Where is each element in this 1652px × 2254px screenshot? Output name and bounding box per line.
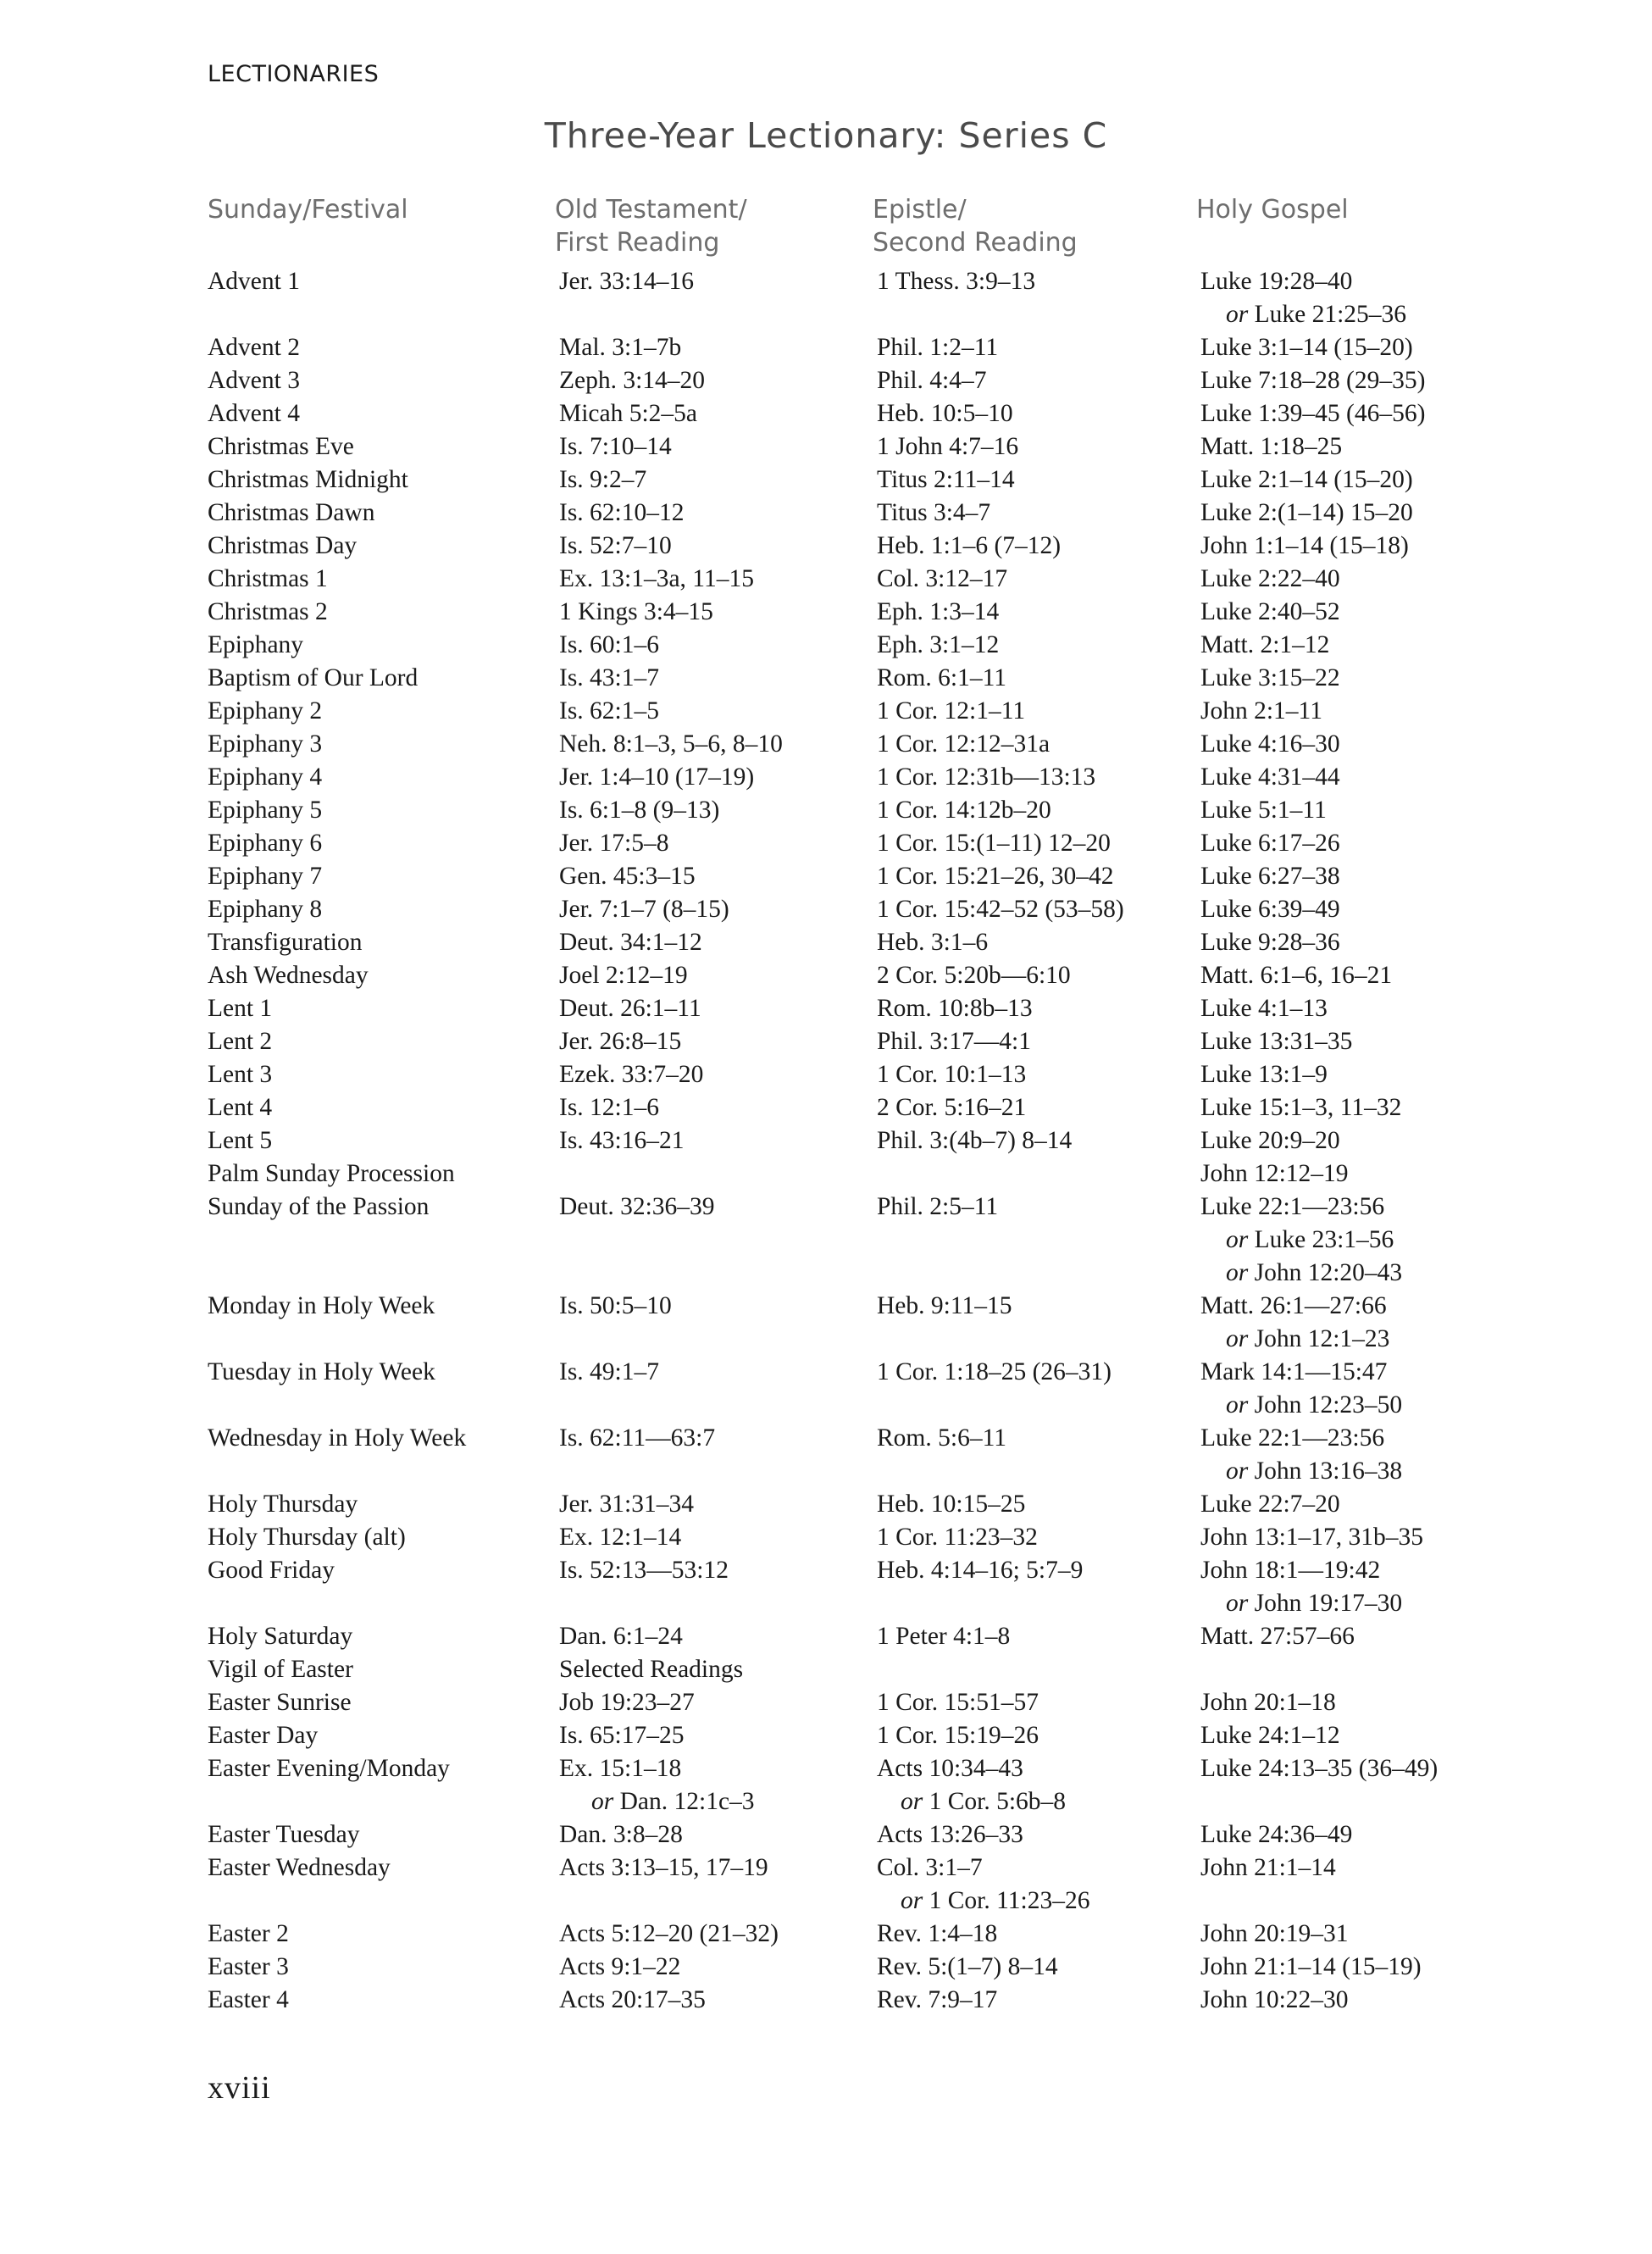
- epistle-cell: Phil. 3:17—4:1: [877, 1028, 1031, 1055]
- gospel-cell: Luke 24:1–12: [1200, 1722, 1340, 1749]
- table-row-alternate: [0, 1323, 1652, 1356]
- epistle-cell: 1 Cor. 12:1–11: [877, 697, 1026, 724]
- table-row: [0, 497, 1652, 530]
- day-cell: Easter 2: [208, 1920, 289, 1947]
- old-testament-cell: Ex. 12:1–14: [559, 1524, 682, 1551]
- gospel-cell: Matt. 1:18–25: [1200, 433, 1343, 460]
- gospel-cell: Luke 3:15–22: [1200, 664, 1340, 691]
- epistle-cell: 1 Cor. 14:12b–20: [877, 797, 1051, 824]
- table-row: [0, 1686, 1652, 1719]
- day-cell: Lent 3: [208, 1061, 273, 1088]
- table-row: [0, 430, 1652, 464]
- or-label: or: [1226, 1259, 1249, 1286]
- or-label: or: [1226, 1226, 1249, 1253]
- gospel-cell: John 18:1—19:42: [1200, 1557, 1381, 1584]
- table-row: [0, 1719, 1652, 1752]
- day-cell: Advent 4: [208, 400, 300, 427]
- day-cell: Lent 2: [208, 1028, 273, 1055]
- header-sunday-festival: [208, 193, 408, 226]
- table-row: [0, 761, 1652, 794]
- day-cell: Epiphany 3: [208, 730, 323, 758]
- epistle-cell: Heb. 10:5–10: [877, 400, 1013, 427]
- old-testament-cell: Micah 5:2–5a: [559, 400, 698, 427]
- alternate-reading: [1226, 1587, 1402, 1620]
- epistle-cell: Phil. 2:5–11: [877, 1193, 999, 1220]
- epistle-cell: Phil. 4:4–7: [877, 367, 987, 394]
- epistle-cell: Col. 3:12–17: [877, 565, 1008, 592]
- table-row: [0, 1984, 1652, 2017]
- table-row: [0, 1422, 1652, 1455]
- old-testament-cell: Acts 5:12–20 (21–32): [559, 1920, 779, 1947]
- table-row: [0, 530, 1652, 563]
- day-cell: Tuesday in Holy Week: [208, 1358, 435, 1385]
- epistle-cell: Heb. 4:14–16; 5:7–9: [877, 1557, 1084, 1584]
- table-row: [0, 893, 1652, 926]
- gospel-cell: Luke 24:36–49: [1200, 1821, 1353, 1848]
- table-row: [0, 1091, 1652, 1124]
- day-cell: Vigil of Easter: [208, 1656, 353, 1683]
- or-label: or: [1226, 1325, 1249, 1352]
- gospel-cell: Luke 2:(1–14) 15–20: [1200, 499, 1413, 526]
- day-cell: Epiphany 7: [208, 863, 323, 890]
- day-cell: Easter Evening/Monday: [208, 1755, 450, 1782]
- table-row: [0, 1951, 1652, 1984]
- table-row: [0, 1158, 1652, 1191]
- day-cell: Good Friday: [208, 1557, 335, 1584]
- table-row: [0, 1488, 1652, 1521]
- table-row: [0, 827, 1652, 860]
- table-row: [0, 926, 1652, 959]
- gospel-cell: Luke 4:16–30: [1200, 730, 1340, 758]
- gospel-cell: John 21:1–14 (15–19): [1200, 1953, 1422, 1980]
- alternate-reading: [591, 1785, 755, 1818]
- old-testament-cell: Selected Readings: [559, 1656, 744, 1683]
- table-row-alternate: [0, 1224, 1652, 1257]
- day-cell: Christmas 1: [208, 565, 328, 592]
- old-testament-cell: Is. 60:1–6: [559, 631, 659, 658]
- alternate-reading-text: John 12:20–43: [1254, 1259, 1403, 1286]
- header-old-testament: [555, 193, 747, 259]
- epistle-cell: Heb. 1:1–6 (7–12): [877, 532, 1062, 559]
- alternate-reading-text: John 12:23–50: [1254, 1391, 1403, 1418]
- table-row: [0, 464, 1652, 497]
- table-row: [0, 563, 1652, 596]
- alternate-reading-text: Dan. 12:1c–3: [619, 1788, 755, 1815]
- table-row: [0, 1918, 1652, 1951]
- header-line: Epistle/: [873, 195, 967, 225]
- table-row: [0, 1290, 1652, 1323]
- or-label: or: [1226, 1590, 1249, 1617]
- alternate-reading: [1226, 1455, 1402, 1488]
- old-testament-cell: Jer. 1:4–10 (17–19): [559, 763, 755, 791]
- table-row: [0, 1124, 1652, 1158]
- table-row: [0, 1025, 1652, 1058]
- old-testament-cell: Jer. 33:14–16: [559, 268, 694, 295]
- epistle-cell: 1 Cor. 12:12–31a: [877, 730, 1051, 758]
- old-testament-cell: Is. 12:1–6: [559, 1094, 659, 1121]
- day-cell: Christmas 2: [208, 598, 328, 625]
- old-testament-cell: Is. 50:5–10: [559, 1292, 672, 1319]
- day-cell: Sunday of the Passion: [208, 1193, 430, 1220]
- gospel-cell: Luke 6:39–49: [1200, 896, 1340, 923]
- alternate-reading-text: John 19:17–30: [1254, 1590, 1403, 1617]
- day-cell: Monday in Holy Week: [208, 1292, 435, 1319]
- epistle-cell: 1 John 4:7–16: [877, 433, 1019, 460]
- epistle-cell: 1 Thess. 3:9–13: [877, 268, 1036, 295]
- epistle-cell: Col. 3:1–7: [877, 1854, 983, 1881]
- old-testament-cell: Is. 62:11—63:7: [559, 1424, 716, 1452]
- day-cell: Epiphany 4: [208, 763, 323, 791]
- old-testament-cell: Is. 52:13—53:12: [559, 1557, 729, 1584]
- gospel-cell: John 13:1–17, 31b–35: [1200, 1524, 1424, 1551]
- day-cell: Easter Wednesday: [208, 1854, 391, 1881]
- gospel-cell: Luke 22:1—23:56: [1200, 1424, 1385, 1452]
- old-testament-cell: Ex. 15:1–18: [559, 1755, 682, 1782]
- gospel-cell: Luke 4:31–44: [1200, 763, 1340, 791]
- epistle-cell: 1 Cor. 15:21–26, 30–42: [877, 863, 1114, 890]
- day-cell: Easter Day: [208, 1722, 319, 1749]
- alternate-reading-text: Luke 21:25–36: [1254, 301, 1407, 328]
- alternate-reading-text: 1 Cor. 5:6b–8: [929, 1788, 1067, 1815]
- table-row: [0, 1818, 1652, 1852]
- gospel-cell: Matt. 6:1–6, 16–21: [1200, 962, 1393, 989]
- table-row: [0, 1752, 1652, 1785]
- gospel-cell: John 20:1–18: [1200, 1689, 1336, 1716]
- gospel-cell: Matt. 27:57–66: [1200, 1623, 1355, 1650]
- gospel-cell: Mark 14:1—15:47: [1200, 1358, 1388, 1385]
- epistle-cell: 2 Cor. 5:16–21: [877, 1094, 1027, 1121]
- table-row: [0, 728, 1652, 761]
- table-row: [0, 265, 1652, 298]
- epistle-cell: 1 Cor. 1:18–25 (26–31): [877, 1358, 1111, 1385]
- gospel-cell: Luke 22:1—23:56: [1200, 1193, 1385, 1220]
- alternate-reading: [1226, 1323, 1389, 1356]
- old-testament-cell: Is. 49:1–7: [559, 1358, 659, 1385]
- table-row: [0, 1521, 1652, 1554]
- day-cell: Easter Tuesday: [208, 1821, 360, 1848]
- old-testament-cell: Deut. 26:1–11: [559, 995, 701, 1022]
- gospel-cell: John 21:1–14: [1200, 1854, 1336, 1881]
- gospel-cell: Luke 7:18–28 (29–35): [1200, 367, 1426, 394]
- old-testament-cell: Zeph. 3:14–20: [559, 367, 706, 394]
- old-testament-cell: Is. 43:16–21: [559, 1127, 685, 1154]
- gospel-cell: Luke 2:40–52: [1200, 598, 1340, 625]
- day-cell: Advent 2: [208, 334, 300, 361]
- old-testament-cell: Is. 62:10–12: [559, 499, 685, 526]
- table-row: [0, 629, 1652, 662]
- table-row: [0, 860, 1652, 893]
- day-cell: Holy Thursday: [208, 1491, 358, 1518]
- table-row: [0, 992, 1652, 1025]
- table-row: [0, 1191, 1652, 1224]
- gospel-cell: Luke 20:9–20: [1200, 1127, 1340, 1154]
- epistle-cell: Rom. 5:6–11: [877, 1424, 1006, 1452]
- table-row-alternate: [0, 298, 1652, 331]
- epistle-cell: Heb. 10:15–25: [877, 1491, 1026, 1518]
- epistle-cell: 1 Cor. 11:23–32: [877, 1524, 1038, 1551]
- gospel-cell: Luke 9:28–36: [1200, 929, 1340, 956]
- gospel-cell: John 12:12–19: [1200, 1160, 1349, 1187]
- table-row: [0, 397, 1652, 430]
- day-cell: Easter Sunrise: [208, 1689, 352, 1716]
- epistle-cell: Acts 10:34–43: [877, 1755, 1023, 1782]
- old-testament-cell: Ezek. 33:7–20: [559, 1061, 704, 1088]
- day-cell: Holy Saturday: [208, 1623, 353, 1650]
- alternate-reading: [1226, 298, 1406, 331]
- day-cell: Baptism of Our Lord: [208, 664, 419, 691]
- epistle-cell: Rom. 6:1–11: [877, 664, 1006, 691]
- day-cell: Christmas Day: [208, 532, 358, 559]
- table-row: [0, 794, 1652, 827]
- lectionary-table: [0, 265, 1652, 2017]
- day-cell: Ash Wednesday: [208, 962, 369, 989]
- page-number: xviii: [208, 2070, 271, 2106]
- gospel-cell: Luke 13:1–9: [1200, 1061, 1328, 1088]
- old-testament-cell: Deut. 34:1–12: [559, 929, 702, 956]
- header-line: Second Reading: [873, 228, 1078, 258]
- old-testament-cell: Is. 9:2–7: [559, 466, 647, 493]
- gospel-cell: Luke 1:39–45 (46–56): [1200, 400, 1426, 427]
- table-row: [0, 1620, 1652, 1653]
- epistle-cell: Heb. 3:1–6: [877, 929, 989, 956]
- alternate-reading: [901, 1785, 1066, 1818]
- gospel-cell: Matt. 26:1—27:66: [1200, 1292, 1387, 1319]
- gospel-cell: Luke 5:1–11: [1200, 797, 1327, 824]
- gospel-cell: Luke 2:1–14 (15–20): [1200, 466, 1413, 493]
- epistle-cell: Rev. 1:4–18: [877, 1920, 998, 1947]
- old-testament-cell: Gen. 45:3–15: [559, 863, 696, 890]
- gospel-cell: Matt. 2:1–12: [1200, 631, 1330, 658]
- day-cell: Palm Sunday Procession: [208, 1160, 455, 1187]
- epistle-cell: 1 Cor. 15:(1–11) 12–20: [877, 830, 1111, 857]
- epistle-cell: Titus 2:11–14: [877, 466, 1015, 493]
- day-cell: Advent 1: [208, 268, 300, 295]
- or-label: or: [901, 1887, 923, 1914]
- gospel-cell: John 1:1–14 (15–18): [1200, 532, 1409, 559]
- epistle-cell: Heb. 9:11–15: [877, 1292, 1012, 1319]
- old-testament-cell: Acts 3:13–15, 17–19: [559, 1854, 768, 1881]
- epistle-cell: Rev. 5:(1–7) 8–14: [877, 1953, 1058, 1980]
- gospel-cell: Luke 24:13–35 (36–49): [1200, 1755, 1439, 1782]
- table-row: [0, 1653, 1652, 1686]
- old-testament-cell: 1 Kings 3:4–15: [559, 598, 713, 625]
- day-cell: Lent 4: [208, 1094, 273, 1121]
- day-cell: Wednesday in Holy Week: [208, 1424, 467, 1452]
- epistle-cell: 1 Cor. 10:1–13: [877, 1061, 1027, 1088]
- old-testament-cell: Jer. 7:1–7 (8–15): [559, 896, 729, 923]
- alternate-reading: [1226, 1389, 1402, 1422]
- alternate-reading: [1226, 1257, 1402, 1290]
- gospel-cell: Luke 6:17–26: [1200, 830, 1340, 857]
- day-cell: Epiphany 2: [208, 697, 323, 724]
- header-holy-gospel: [1196, 193, 1349, 226]
- old-testament-cell: Is. 62:1–5: [559, 697, 659, 724]
- table-row-alternate: [0, 1455, 1652, 1488]
- table-row: [0, 1852, 1652, 1885]
- epistle-cell: 1 Cor. 15:42–52 (53–58): [877, 896, 1124, 923]
- epistle-cell: Phil. 1:2–11: [877, 334, 999, 361]
- day-cell: Christmas Eve: [208, 433, 354, 460]
- gospel-cell: Luke 3:1–14 (15–20): [1200, 334, 1413, 361]
- table-row: [0, 1058, 1652, 1091]
- or-label: or: [901, 1788, 923, 1815]
- table-row: [0, 959, 1652, 992]
- gospel-cell: John 20:19–31: [1200, 1920, 1349, 1947]
- day-cell: Epiphany: [208, 631, 304, 658]
- alternate-reading-text: John 13:16–38: [1254, 1457, 1403, 1485]
- day-cell: Easter 4: [208, 1986, 289, 2013]
- header-line: Holy Gospel: [1196, 195, 1349, 225]
- old-testament-cell: Is. 7:10–14: [559, 433, 672, 460]
- old-testament-cell: Ex. 13:1–3a, 11–15: [559, 565, 754, 592]
- day-cell: Epiphany 6: [208, 830, 323, 857]
- table-row-alternate: [0, 1785, 1652, 1818]
- day-cell: Holy Thursday (alt): [208, 1524, 406, 1551]
- or-label: or: [1226, 1391, 1249, 1418]
- old-testament-cell: Deut. 32:36–39: [559, 1193, 715, 1220]
- or-label: or: [1226, 1457, 1249, 1485]
- epistle-cell: Eph. 3:1–12: [877, 631, 1000, 658]
- gospel-cell: Luke 13:31–35: [1200, 1028, 1353, 1055]
- day-cell: Christmas Dawn: [208, 499, 375, 526]
- or-label: or: [591, 1788, 614, 1815]
- old-testament-cell: Jer. 26:8–15: [559, 1028, 682, 1055]
- alternate-reading-text: John 12:1–23: [1254, 1325, 1390, 1352]
- header-line: First Reading: [555, 228, 720, 258]
- old-testament-cell: Jer. 17:5–8: [559, 830, 669, 857]
- epistle-cell: Phil. 3:(4b–7) 8–14: [877, 1127, 1073, 1154]
- epistle-cell: Acts 13:26–33: [877, 1821, 1023, 1848]
- epistle-cell: 2 Cor. 5:20b—6:10: [877, 962, 1071, 989]
- day-cell: Lent 5: [208, 1127, 273, 1154]
- table-row: [0, 662, 1652, 695]
- alternate-reading-text: 1 Cor. 11:23–26: [929, 1887, 1090, 1914]
- page-title: Three-Year Lectionary: Series C: [544, 115, 1108, 156]
- gospel-cell: Luke 6:27–38: [1200, 863, 1340, 890]
- day-cell: Easter 3: [208, 1953, 289, 1980]
- old-testament-cell: Is. 65:17–25: [559, 1722, 685, 1749]
- day-cell: Epiphany 5: [208, 797, 323, 824]
- alternate-reading-text: Luke 23:1–56: [1254, 1226, 1394, 1253]
- day-cell: Christmas Midnight: [208, 466, 408, 493]
- old-testament-cell: Jer. 31:31–34: [559, 1491, 694, 1518]
- old-testament-cell: Is. 52:7–10: [559, 532, 672, 559]
- old-testament-cell: Joel 2:12–19: [559, 962, 688, 989]
- old-testament-cell: Mal. 3:1–7b: [559, 334, 682, 361]
- running-head: LECTIONARIES: [208, 61, 380, 87]
- gospel-cell: Luke 15:1–3, 11–32: [1200, 1094, 1402, 1121]
- day-cell: Advent 3: [208, 367, 300, 394]
- gospel-cell: John 10:22–30: [1200, 1986, 1349, 2013]
- epistle-cell: 1 Cor. 12:31b—13:13: [877, 763, 1096, 791]
- table-row-alternate: [0, 1257, 1652, 1290]
- day-cell: Transfiguration: [208, 929, 363, 956]
- day-cell: Lent 1: [208, 995, 273, 1022]
- epistle-cell: 1 Peter 4:1–8: [877, 1623, 1011, 1650]
- old-testament-cell: Acts 9:1–22: [559, 1953, 681, 1980]
- old-testament-cell: Dan. 3:8–28: [559, 1821, 683, 1848]
- header-line: Sunday/Festival: [208, 195, 408, 225]
- epistle-cell: Rom. 10:8b–13: [877, 995, 1033, 1022]
- table-row-alternate: [0, 1587, 1652, 1620]
- header-epistle: [873, 193, 1078, 259]
- old-testament-cell: Dan. 6:1–24: [559, 1623, 683, 1650]
- table-row: [0, 1356, 1652, 1389]
- epistle-cell: Eph. 1:3–14: [877, 598, 1000, 625]
- gospel-cell: Luke 2:22–40: [1200, 565, 1340, 592]
- gospel-cell: Luke 22:7–20: [1200, 1491, 1340, 1518]
- or-label: or: [1226, 301, 1249, 328]
- header-line: Old Testament/: [555, 195, 747, 225]
- gospel-cell: John 2:1–11: [1200, 697, 1322, 724]
- gospel-cell: Luke 19:28–40: [1200, 268, 1353, 295]
- table-row-alternate: [0, 1885, 1652, 1918]
- old-testament-cell: Job 19:23–27: [559, 1689, 695, 1716]
- epistle-cell: 1 Cor. 15:19–26: [877, 1722, 1039, 1749]
- day-cell: Epiphany 8: [208, 896, 323, 923]
- table-row: [0, 1554, 1652, 1587]
- epistle-cell: Titus 3:4–7: [877, 499, 991, 526]
- epistle-cell: 1 Cor. 15:51–57: [877, 1689, 1039, 1716]
- table-row-alternate: [0, 1389, 1652, 1422]
- old-testament-cell: Is. 43:1–7: [559, 664, 659, 691]
- old-testament-cell: Neh. 8:1–3, 5–6, 8–10: [559, 730, 783, 758]
- alternate-reading: [1226, 1224, 1394, 1257]
- table-row: [0, 331, 1652, 364]
- table-row: [0, 695, 1652, 728]
- table-row: [0, 364, 1652, 397]
- alternate-reading: [901, 1885, 1089, 1918]
- table-row: [0, 596, 1652, 629]
- gospel-cell: Luke 4:1–13: [1200, 995, 1328, 1022]
- old-testament-cell: Acts 20:17–35: [559, 1986, 706, 2013]
- old-testament-cell: Is. 6:1–8 (9–13): [559, 797, 720, 824]
- epistle-cell: Rev. 7:9–17: [877, 1986, 998, 2013]
